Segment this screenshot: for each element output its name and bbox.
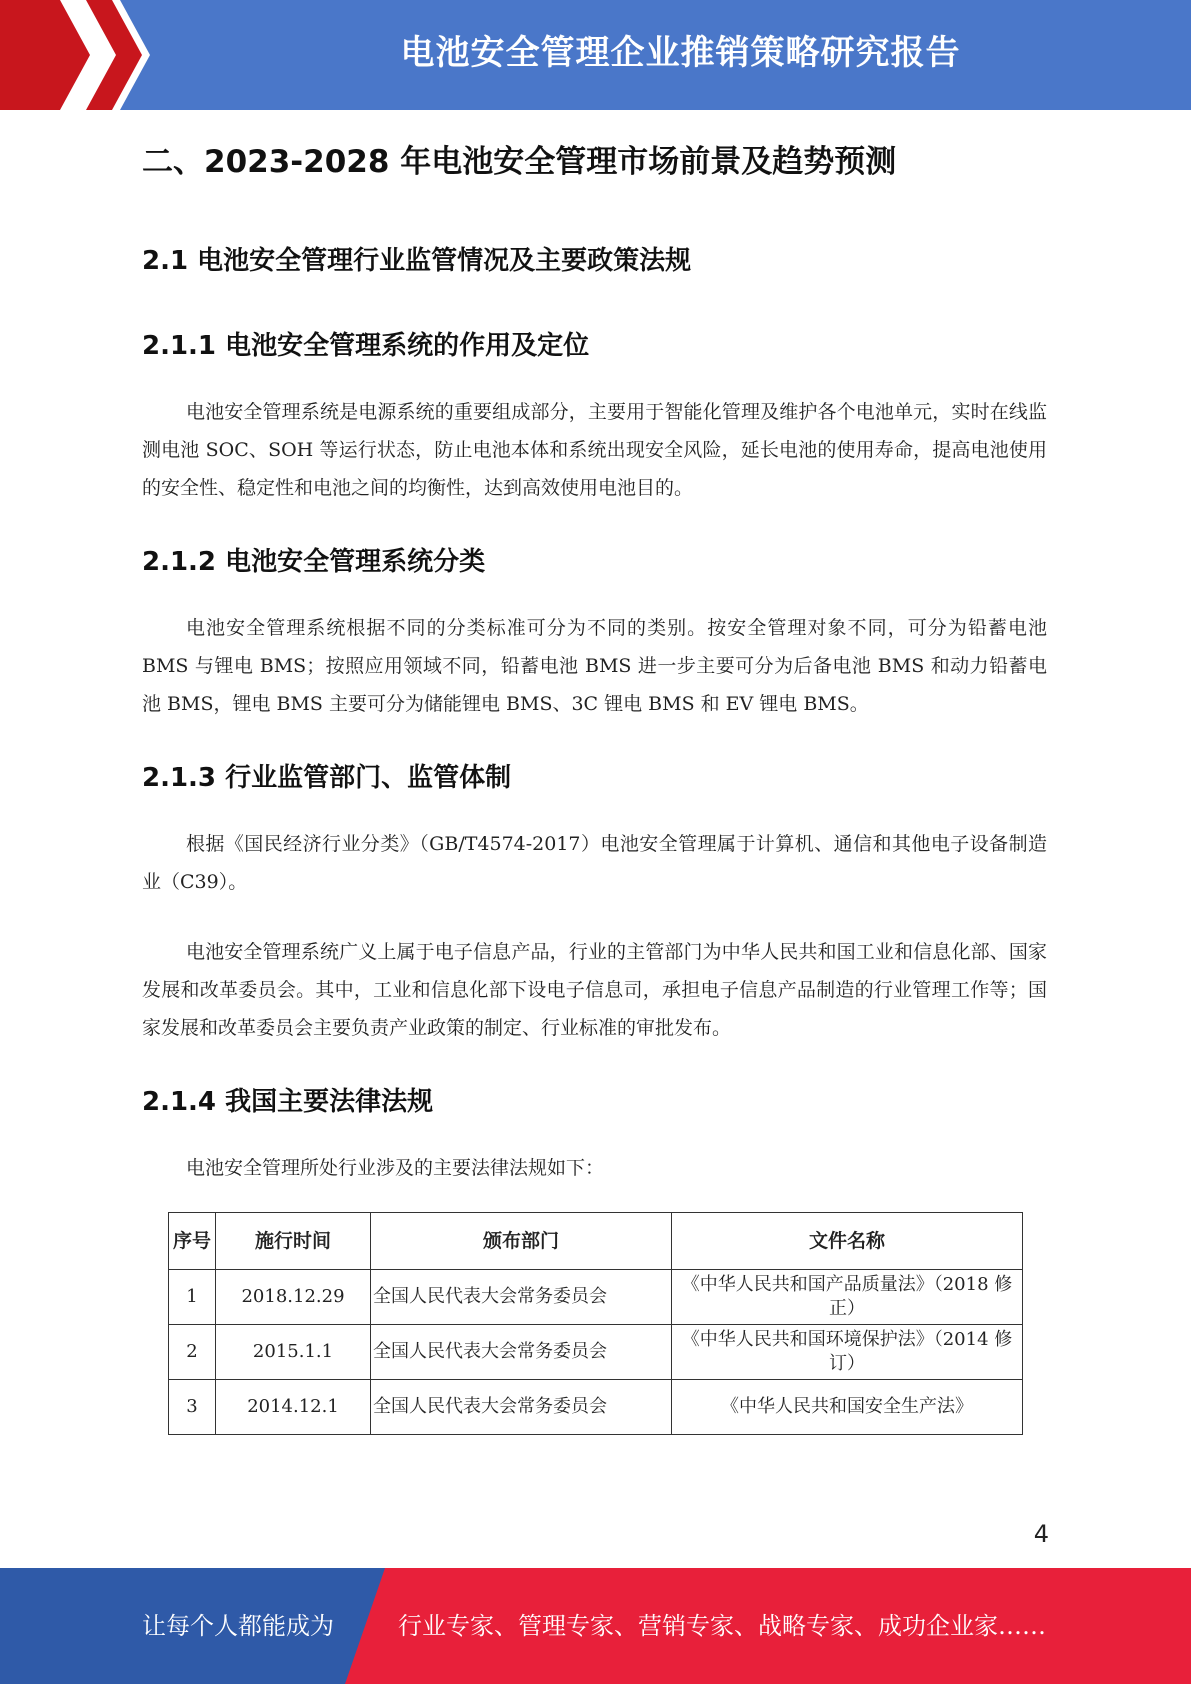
- header-no: 序号: [169, 1213, 216, 1270]
- cell-doc: 《中华人民共和国产品质量法》（2018 修正）: [672, 1270, 1023, 1325]
- table-row: [169, 1270, 1023, 1325]
- header-date: 施行时间: [216, 1213, 371, 1270]
- header-dept: 颁布部门: [371, 1213, 672, 1270]
- header-arrow-decoration: [0, 0, 170, 110]
- paragraph-2-1-4: 电池安全管理所处行业涉及的主要法律法规如下：: [186, 1157, 605, 1179]
- footer-slogan-right: 行业专家、管理专家、营销专家、战略专家、成功企业家……: [398, 1612, 1046, 1640]
- laws-table: [168, 1212, 1023, 1435]
- paragraph-2-1-1: 电池安全管理系统是电源系统的重要组成部分，主要用于智能化管理及维护各个电池单元，实时在线监测电池 SOC、SOH 等运行状态，防止电池本体和系统出现安全风险，延长电池的使用寿命，提高电池使用的安全性、稳定性和电池之间的均衡性，达到高效使用电池目的。: [142, 401, 1047, 499]
- cell-no: 3: [169, 1380, 216, 1435]
- cell-dept: 全国人民代表大会常务委员会: [371, 1270, 672, 1325]
- page-header: [0, 0, 1191, 110]
- heading-2-1-1: 2.1.1 电池安全管理系统的作用及定位: [142, 331, 590, 361]
- paragraph-2-1-2: 电池安全管理系统根据不同的分类标准可分为不同的类别。按安全管理对象不同，可分为铅蓄电池 BMS 与锂电 BMS；按照应用领域不同，铅蓄电池 BMS 进一步主要可分为后备电池 BMS 和动力铅蓄电池 BMS，锂电 BMS 主要可分为储能锂电 BMS、3C 锂电 BMS 和 EV 锂电 BMS。: [142, 617, 1047, 715]
- heading-2-1-4: 2.1.4 我国主要法律法规: [142, 1087, 434, 1117]
- table-header-row: [169, 1213, 1023, 1270]
- cell-no: 2: [169, 1325, 216, 1380]
- cell-dept: 全国人民代表大会常务委员会: [371, 1325, 672, 1380]
- cell-date: 2014.12.1: [216, 1380, 371, 1435]
- table-row: [169, 1325, 1023, 1380]
- cell-date: 2015.1.1: [216, 1325, 371, 1380]
- cell-doc: 《中华人民共和国环境保护法》（2014 修订）: [672, 1325, 1023, 1380]
- report-title: 电池安全管理企业推销策略研究报告: [400, 33, 961, 73]
- cell-dept: 全国人民代表大会常务委员会: [371, 1380, 672, 1435]
- heading-2-1-3: 2.1.3 行业监管部门、监管体制: [142, 763, 512, 793]
- page-number: 4: [1033, 1520, 1049, 1548]
- cell-doc: 《中华人民共和国安全生产法》: [672, 1380, 1023, 1435]
- cell-date: 2018.12.29: [216, 1270, 371, 1325]
- subsection-title: 2.1 电池安全管理行业监管情况及主要政策法规: [142, 246, 692, 276]
- heading-2-1-2: 2.1.2 电池安全管理系统分类: [142, 547, 486, 577]
- cell-no: 1: [169, 1270, 216, 1325]
- header-doc: 文件名称: [672, 1213, 1023, 1270]
- table-row: [169, 1380, 1023, 1435]
- footer-slogan-left: 让每个人都能成为: [142, 1612, 334, 1640]
- page-footer: [0, 1568, 1191, 1684]
- paragraph-2-1-3-a: 根据《国民经济行业分类》（GB/T4574-2017）电池安全管理属于计算机、通信和其他电子设备制造业（C39）。: [142, 833, 1047, 893]
- paragraph-2-1-3-b: 电池安全管理系统广义上属于电子信息产品，行业的主管部门为中华人民共和国工业和信息化部、国家发展和改革委员会。其中，工业和信息化部下设电子信息司，承担电子信息产品制造的行业管理工作等；国家发展和改革委员会主要负责产业政策的制定、行业标准的审批发布。: [142, 941, 1047, 1039]
- section-title: 二、2023-2028 年电池安全管理市场前景及趋势预测: [142, 144, 897, 180]
